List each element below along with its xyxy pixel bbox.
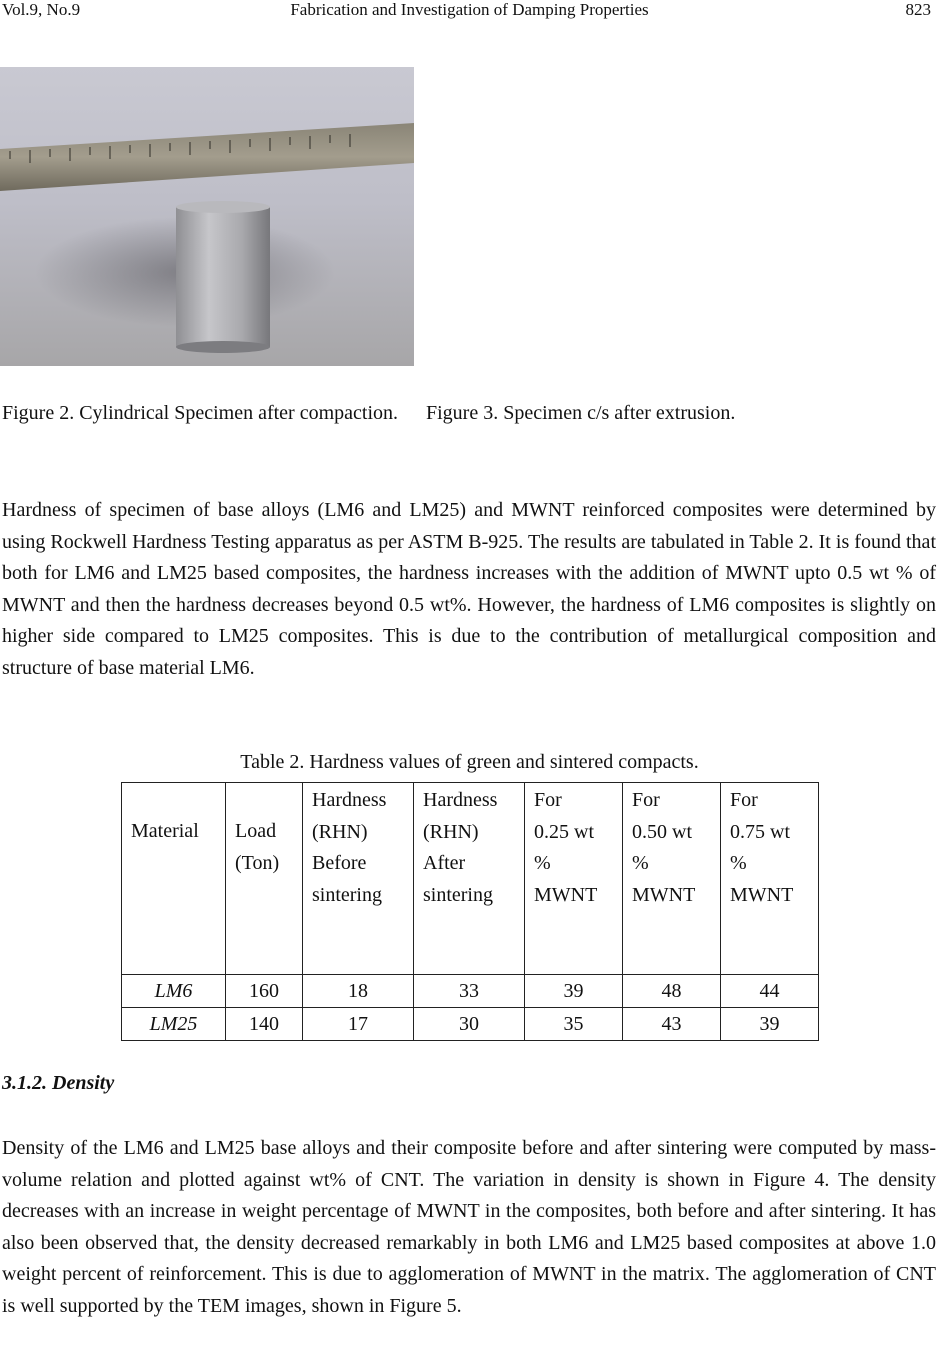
figure-2-caption: Figure 2. Cylindrical Specimen after compaction. (2, 402, 398, 424)
cell-075-mwnt: 39 (721, 1008, 819, 1041)
header-025-mwnt: For 0.25 wt % MWNT (525, 783, 623, 975)
figure-captions (2, 402, 735, 425)
cell-hardness-after: 30 (414, 1008, 525, 1041)
section-heading-density: 3.1.2. Density (2, 1072, 115, 1094)
table-row (122, 1008, 819, 1041)
table-caption: Table 2. Hardness values of green and sintered compacts. (240, 751, 699, 773)
cell-load: 160 (226, 975, 303, 1008)
table-row (122, 975, 819, 1008)
cell-075-mwnt: 44 (721, 975, 819, 1008)
header-hardness-after: Hardness (RHN) After sintering (414, 783, 525, 975)
cell-hardness-before: 18 (303, 975, 414, 1008)
cell-025-mwnt: 39 (525, 975, 623, 1008)
header-material: Material (122, 783, 226, 975)
running-title: Fabrication and Investigation of Damping Properties (290, 0, 649, 19)
cell-load: 140 (226, 1008, 303, 1041)
volume-issue: Vol.9, No.9 (2, 0, 81, 19)
figure-3-caption: Figure 3. Specimen c/s after extrusion. (426, 402, 736, 424)
cell-material: LM6 (122, 975, 226, 1008)
page-number: 823 (905, 0, 931, 19)
hardness-paragraph: Hardness of specimen of base alloys (LM6 and LM25) and MWNT reinforced composites were determined by using Rockwell Hardness Testing apparatus as per ASTM B-925. The results are tabulated in Table 2. It is found that both for LM6 and LM25 based composites, the hardness increases with the addition of MWNT upto 0.5 wt % of MWNT and then the hardness decreases beyond 0.5 wt%. However, the hardness of LM6 composites is slightly on higher side compared to LM25 composites. This is due to the contribution of metallurgical composition and structure of base material LM6. (2, 499, 936, 679)
cell-050-mwnt: 48 (623, 975, 721, 1008)
ruler-shape (0, 123, 414, 191)
table-header-row (122, 783, 819, 975)
specimen-photo (0, 67, 414, 366)
cell-050-mwnt: 43 (623, 1008, 721, 1041)
cylinder-shape (176, 201, 270, 353)
cell-hardness-after: 33 (414, 975, 525, 1008)
hardness-table (121, 782, 819, 1041)
density-paragraph: Density of the LM6 and LM25 base alloys and their composite before and after sintering were computed by mass-volume relation and plotted against wt% of CNT. The variation in density is shown in Figure 4. The density decreases with an increase in weight percentage of MWNT in the composites, both before and after sintering. It has also been observed that, the density decreased remarkably in both LM6 and LM25 based composites at above 1.0 weight percent of reinforcement. This is due to agglomeration of MWNT in the matrix. The agglomeration of CNT is well supported by the TEM images, shown in Figure 5. (2, 1137, 936, 1317)
header-hardness-before: Hardness (RHN) Before sintering (303, 783, 414, 975)
header-075-mwnt: For 0.75 wt % MWNT (721, 783, 819, 975)
cell-hardness-before: 17 (303, 1008, 414, 1041)
header-050-mwnt: For 0.50 wt % MWNT (623, 783, 721, 975)
header-load: Load (Ton) (226, 783, 303, 975)
cell-material: LM25 (122, 1008, 226, 1041)
cell-025-mwnt: 35 (525, 1008, 623, 1041)
running-header (0, 0, 939, 22)
